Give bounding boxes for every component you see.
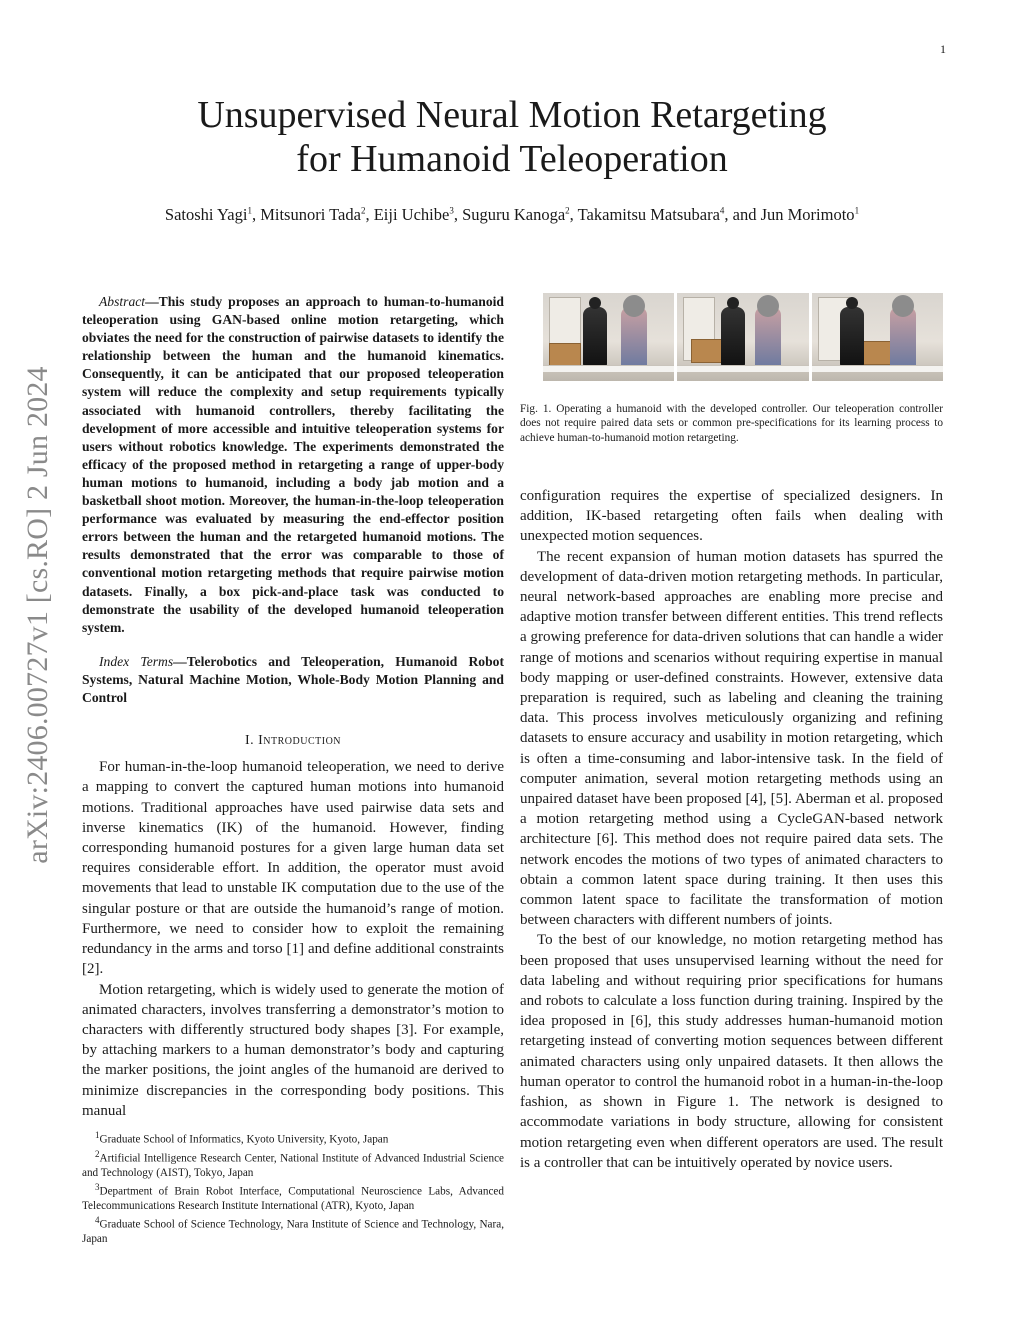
author-separator: ,: [569, 205, 578, 224]
author-name: Mitsunori Tada: [260, 205, 361, 224]
footnote-text: Department of Brain Robot Interface, Computational Neuroscience Labs, Advanced Telecommunications Research Institute International (ATR), Kyoto, Japan: [82, 1185, 504, 1213]
footnote-mark: 1: [95, 1130, 100, 1140]
author: [374, 205, 462, 224]
author-separator: ,: [251, 205, 261, 224]
humanoid-robot: [721, 307, 745, 367]
author-list: [0, 205, 1024, 225]
author-name: Eiji Uchibe: [373, 205, 450, 224]
abstract: [82, 293, 504, 637]
abstract-label: Abstract: [99, 294, 146, 309]
humanoid-robot: [840, 307, 864, 367]
title-line-1: Unsupervised Neural Motion Retargeting: [197, 94, 827, 136]
index-terms-text: —Telerobotics and Teleoperation, Humanoid Robot Systems, Natural Machine Motion, Whole-Body Motion Planning and Control: [82, 653, 504, 705]
author: [165, 205, 260, 224]
cardboard-box: [549, 343, 581, 367]
author-name: Satoshi Yagi: [164, 205, 248, 224]
affiliation-mark: 1: [247, 205, 252, 216]
section-heading: I. Introduction: [244, 733, 342, 749]
index-terms-label: Index Terms: [99, 653, 174, 669]
paragraph: configuration requires the expertise of specialized designers. In addition, IK-based retargeting often fails when dealing with unexpected motion sequences.: [520, 488, 943, 545]
footnote: [82, 1128, 504, 1147]
affiliation-mark: 2: [565, 205, 570, 216]
author-name: Takamitsu Matsubara: [577, 205, 720, 224]
footnote-text: Artificial Intelligence Research Center, National Institute of Advanced Industrial Science and Technology (AIST), Tokyo, Japan: [82, 1152, 504, 1179]
author-name: Suguru Kanoga: [462, 205, 566, 224]
humanoid-robot: [583, 307, 607, 367]
cardboard-box: [862, 341, 894, 365]
page-number: 1: [940, 42, 946, 56]
author-separator: ,: [453, 205, 463, 224]
teleoperation-photo: [543, 293, 674, 381]
author-separator: ,: [365, 205, 374, 224]
table: [543, 365, 674, 372]
footnote-mark: 3: [95, 1182, 100, 1193]
title-line-2: for Humanoid Teleoperation: [296, 138, 728, 180]
footnote-mark: 4: [95, 1215, 100, 1226]
footnote: [82, 1213, 504, 1246]
arxiv-identifier: arXiv:2406.00727v1 [cs.RO] 2 Jun 2024: [21, 366, 54, 864]
footnote-mark: 2: [95, 1148, 100, 1159]
figure-caption: Fig. 1. Operating a humanoid with the developed controller. Our teleoperation controller does not require paired data sets or common pre-specifications for its learning process to achieve human-to-humanoid motion retargeting.: [520, 403, 943, 444]
footnote: [82, 1147, 504, 1180]
author: [260, 205, 374, 224]
paragraph: To the best of our knowledge, no motion retargeting method has been proposed that uses unsupervised learning without the need for data labeling and without requiring prior specifications for humans and robots to calculate a loss function during training. Inspired by the idea proposed in [6], this study addresses human-humanoid motion retargeting instead of converting motion sequences between different animated characters using only unpaired datasets. It then allows the human operator to control the humanoid robot in a human-in-the-loop fashion, as shown in Figure 1. The network is designed to accommodate variations in body structure, allowing for consistent motion retargeting even when different operators are used. The result is a controller that can be intuitively operated by novice users.: [520, 932, 943, 1171]
affiliation-mark: 3: [449, 205, 454, 216]
abstract-text: —This study proposes an approach to human-to-humanoid teleoperation using GAN-based online motion retargeting, which obviates the need for the construction of pairwise datasets to identify the relationship between the human and the humanoid kinematics. Consequently, it can be anticipated that our proposed teleoperation system will reduce the complexity and setup requirements typically associated with humanoid controllers, thereby facilitating the development of more accessible and intuitive teleoperation systems for users without robotics knowledge. The experiments demonstrated the efficacy of the proposed method in retargeting a range of upper-body human motions to humanoid, including a body jab motion and a basketball shoot motion. Moreover, the human-in-the-loop teleoperation performance was evaluated by measuring the end-effector position errors between the human and the retargeted humanoid motions. The results demonstrated that the error was comparable to those of conventional motion retargeting methods that require pairwise motion datasets. Finally, a box pick-and-place task was conducted to demonstrate the usability of the developed humanoid teleoperation system.: [82, 294, 504, 635]
cardboard-box: [691, 339, 723, 363]
face-mask: [892, 295, 914, 317]
arxiv-stamp: [14, 335, 62, 895]
footnote: [82, 1180, 504, 1213]
table: [677, 365, 808, 372]
right-column: [520, 486, 943, 1173]
teleoperation-photo: [677, 293, 808, 381]
paragraph: For human-in-the-loop humanoid teleoperation, we need to derive a mapping to convert the captured human motions into humanoid motions. Traditional approaches have used pairwise data sets and inverse kinematics (IK) of the humanoid. However, finding corresponding humanoid postures for a given large human data set requires considerable effort. In addition, the operator must avoid movements that lead to unstable IK computation due to the use of the singular posture or that are outside the humanoid’s range of motion. Furthermore, we need to consider how to exploit the remaining redundancy in the arms and torso [1] and define additional constraints [2].: [82, 759, 504, 978]
affiliation-mark: 1: [854, 205, 860, 216]
left-column: [82, 293, 504, 1121]
author: [578, 205, 761, 224]
affiliation-mark: 4: [719, 205, 725, 216]
face-mask: [623, 295, 645, 317]
author-separator: , and: [724, 205, 761, 224]
paragraph: The recent expansion of human motion datasets has spurred the development of data-driven motion retargeting methods. In particular, neural network-based approaches are enabling more precise and adaptive motion transfer between different entities. This trend reflects a growing preference for data-driven solutions that can handle a wider range of motions and scenarios without requiring expertise in manual body mapping or user-defined constraints. However, extensive data preparation is required, such as labeling and cleaning the training data. This process involves meticulously organizing and refining datasets to ensure accuracy and usability in motion retargeting, which is often a time-consuming and labor-intensive task. In the field of computer animation, several motion retargeting methods using an unpaired dataset have been proposed [4], [5]. Aberman et al. proposed a motion retargeting method using a CycleGAN-based network architecture [6]. This method does not require paired data sets. The network encodes the motions of two types of animated characters to obtain a common latent space during training. It then uses this common latent space to facilitate the transformation of motion between characters with different numbers of joints.: [520, 548, 943, 929]
footnote-text: Graduate School of Science Technology, Nara Institute of Science and Technology, Nara, Japan: [82, 1218, 504, 1246]
paragraph: Motion retargeting, which is widely used to generate the motion of animated characters, involves transferring a demonstrator’s motion to characters with differently structured body shapes [3]. For example, by attaching markers to a human demonstrator’s body and capturing the marker positions, the joint angles of the humanoid are derived to minimize discrepancies in the corresponding body positions. This manual: [82, 981, 504, 1119]
author: [761, 205, 859, 224]
affiliation-mark: 2: [360, 205, 366, 216]
footnotes: [82, 1128, 504, 1246]
author: [462, 205, 578, 224]
footnote-text: Graduate School of Informatics, Kyoto University, Kyoto, Japan: [99, 1133, 389, 1146]
figure-1-photos: [543, 293, 943, 381]
paper-title: [0, 93, 1024, 181]
teleoperation-photo: [812, 293, 943, 381]
table: [812, 365, 943, 372]
author-name: Jun Morimoto: [760, 205, 855, 224]
index-terms: [82, 653, 504, 707]
